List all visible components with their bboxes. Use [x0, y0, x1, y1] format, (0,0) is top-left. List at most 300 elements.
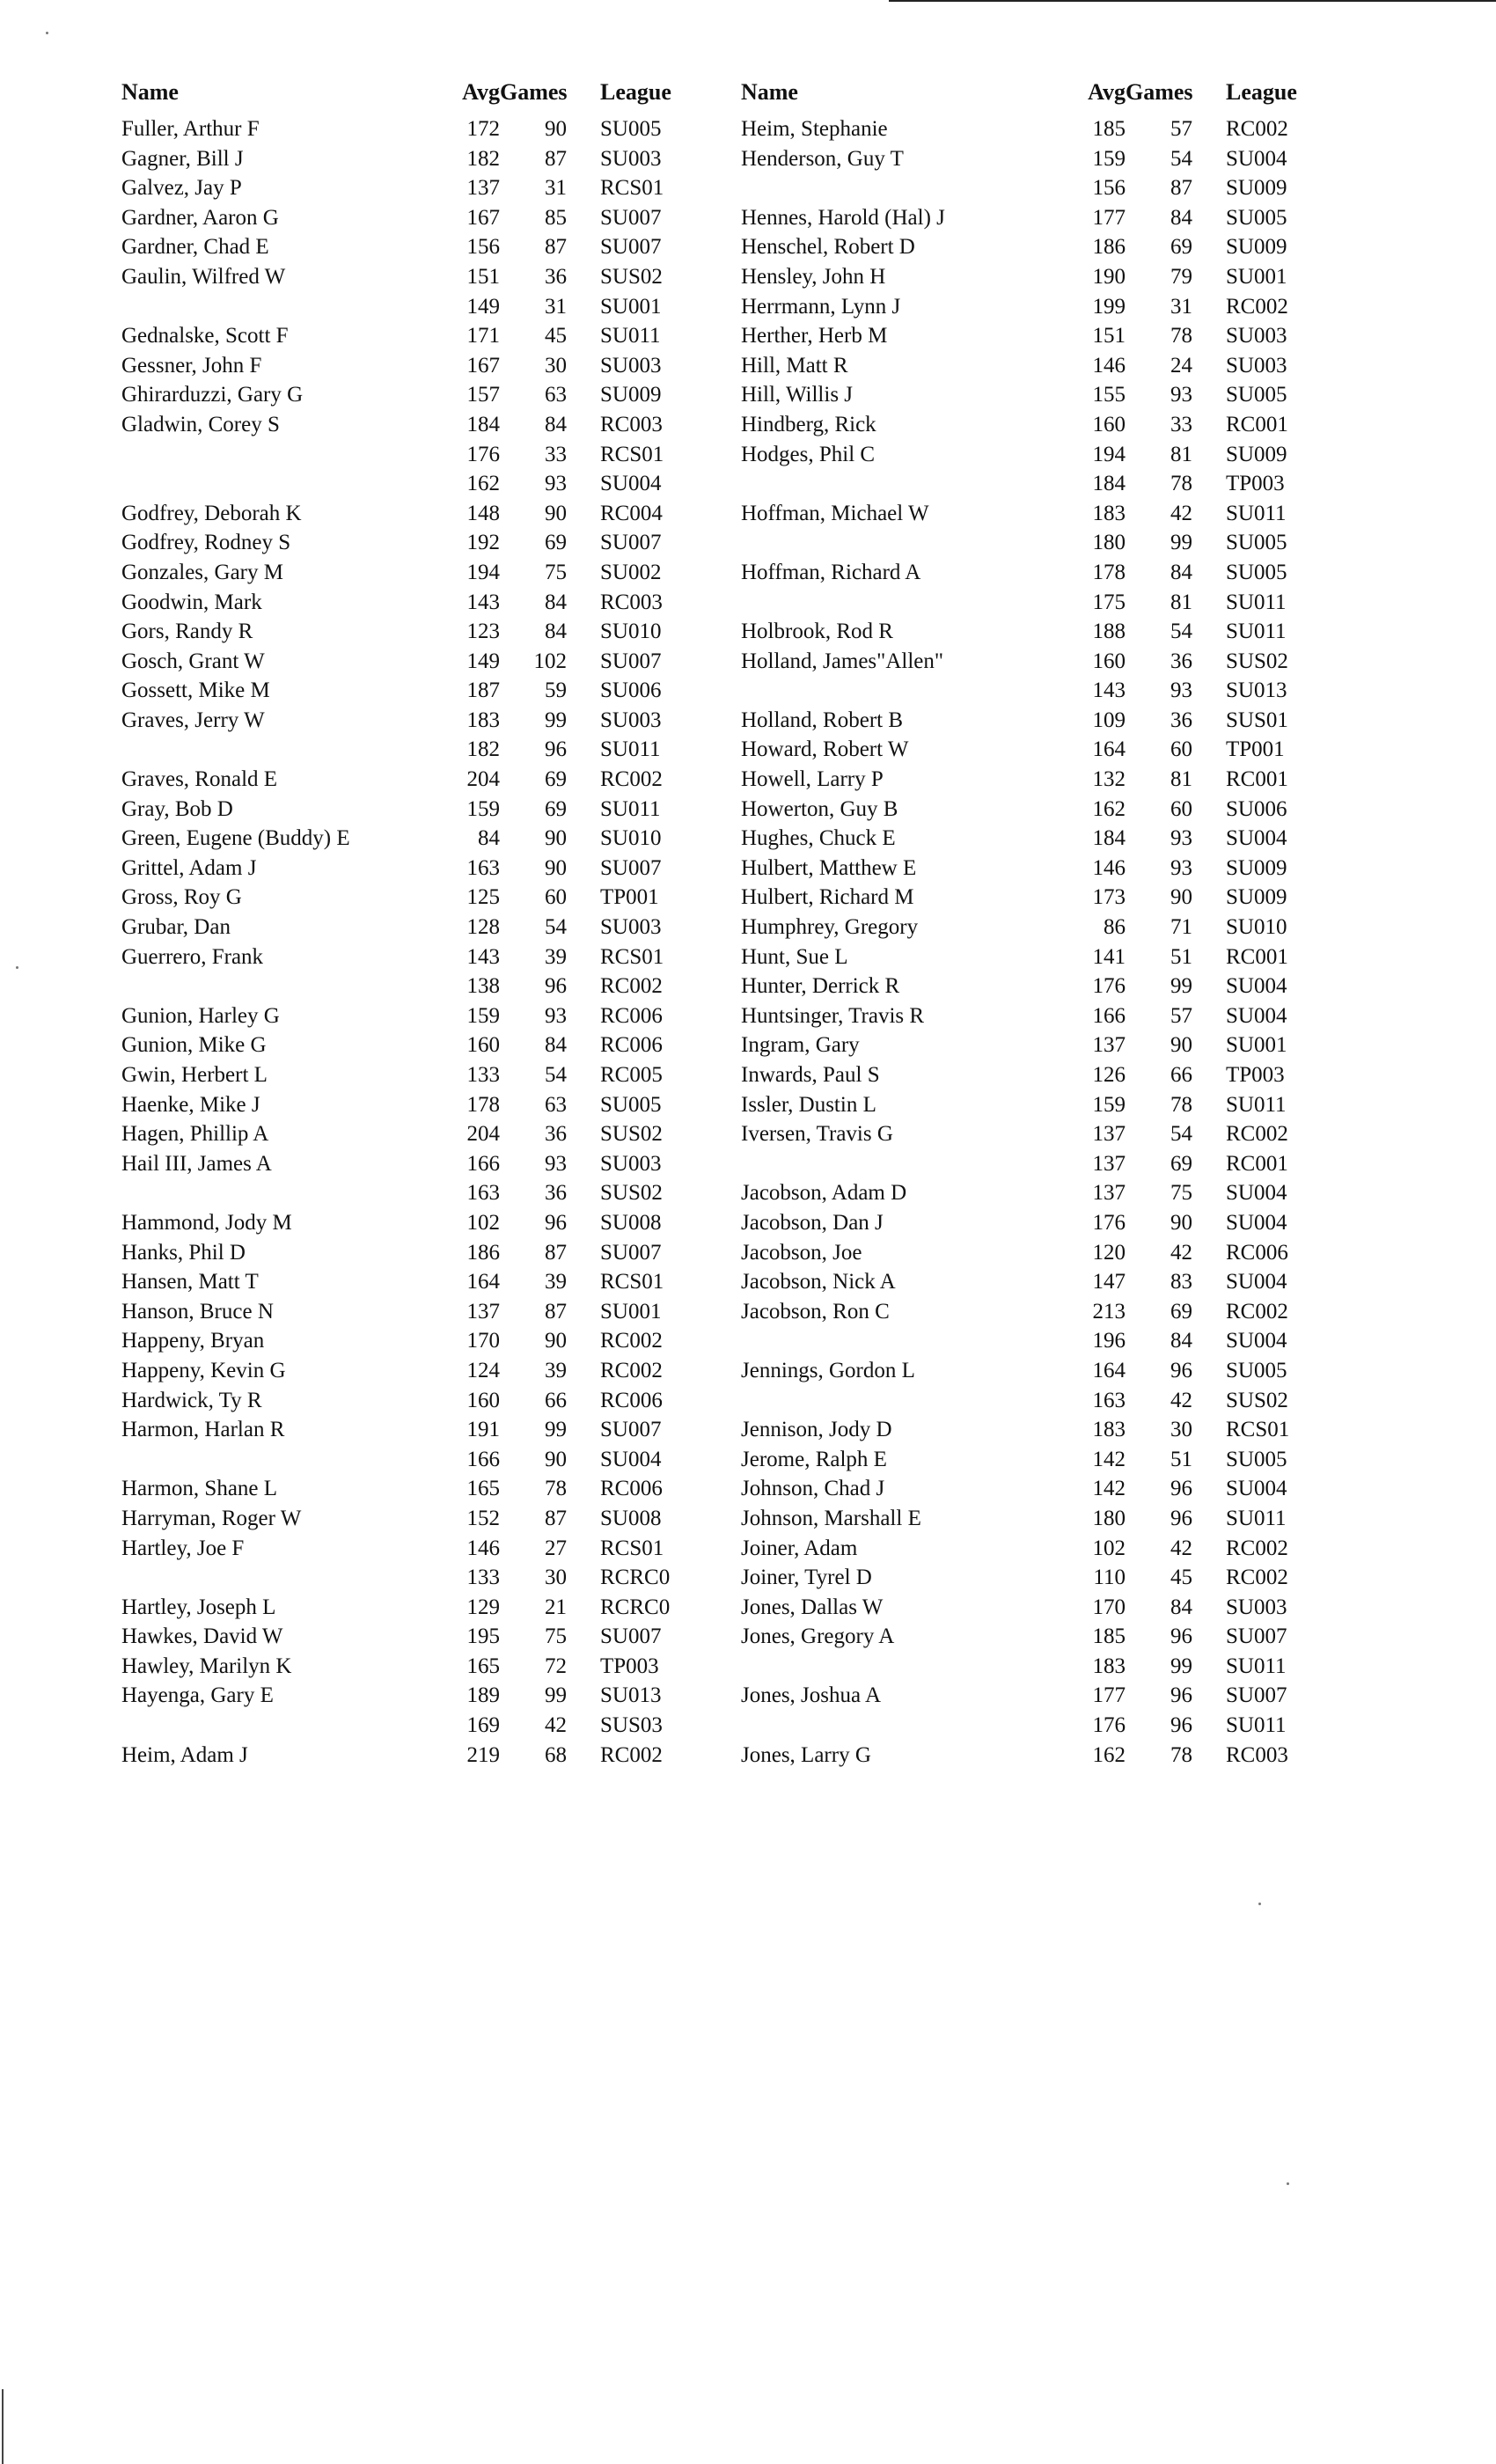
- row-name: Herther, Herb M: [741, 324, 888, 348]
- row-avg: 137: [1092, 1181, 1126, 1206]
- row-avg: 152: [466, 1506, 500, 1530]
- row-games: 51: [1170, 944, 1192, 969]
- row-games: 30: [1170, 1418, 1192, 1442]
- table-row: [121, 1741, 702, 1771]
- row-name: Jones, Joshua A: [741, 1683, 882, 1708]
- row-league: SU003: [600, 915, 662, 940]
- table-row: [741, 1593, 1322, 1623]
- row-avg: 186: [1092, 235, 1126, 260]
- row-avg: 132: [1092, 767, 1126, 792]
- row-avg: 167: [466, 353, 500, 378]
- row-name: Gednalske, Scott F: [121, 324, 289, 348]
- row-avg: 165: [466, 1654, 500, 1678]
- table-row: [121, 144, 702, 174]
- row-name: Heim, Stephanie: [741, 117, 888, 141]
- row-name: Gossett, Mike M: [121, 678, 270, 703]
- row-league: RC006: [1226, 1240, 1288, 1265]
- row-games: 30: [545, 1566, 567, 1590]
- table-header: [741, 70, 1322, 114]
- row-avg: 149: [466, 294, 500, 319]
- row-avg: 187: [466, 678, 500, 703]
- row-league: RC002: [1226, 1122, 1288, 1147]
- row-games: 96: [1170, 1506, 1192, 1530]
- row-games: 96: [1170, 1358, 1192, 1382]
- row-avg: 147: [1092, 1270, 1126, 1294]
- table-row: [121, 440, 702, 470]
- row-avg: 155: [1092, 383, 1126, 407]
- table-row: [741, 321, 1322, 351]
- row-avg: 133: [466, 1566, 500, 1590]
- table-row: [121, 1415, 702, 1445]
- row-name: Galvez, Jay P: [121, 176, 242, 201]
- roster-table-left: [121, 70, 702, 1770]
- row-league: SU001: [1226, 1033, 1287, 1058]
- row-league: RCRC0: [600, 1566, 671, 1590]
- row-name: Hawley, Marilyn K: [121, 1654, 292, 1678]
- table-row: [741, 854, 1322, 884]
- table-body-right: [741, 114, 1322, 1770]
- row-league: SU011: [1226, 590, 1287, 614]
- row-name: Harmon, Shane L: [121, 1477, 278, 1501]
- row-avg: 166: [1092, 1003, 1126, 1028]
- row-avg: 146: [1092, 855, 1126, 880]
- table-row: [121, 292, 702, 322]
- header-games: Games: [500, 79, 568, 105]
- row-avg: 159: [466, 796, 500, 821]
- row-name: Gaulin, Wilfred W: [121, 264, 286, 289]
- row-games: 59: [545, 678, 567, 703]
- row-name: Howerton, Guy B: [741, 796, 898, 821]
- row-games: 36: [545, 1181, 567, 1206]
- row-games: 87: [545, 1506, 567, 1530]
- row-name: Inwards, Paul S: [741, 1063, 880, 1087]
- row-league: TP001: [600, 885, 659, 910]
- table-row: [121, 1326, 702, 1356]
- row-league: SU003: [600, 353, 662, 378]
- row-name: Jones, Larry G: [741, 1742, 871, 1767]
- row-league: SU003: [600, 146, 662, 171]
- row-avg: 162: [1092, 1742, 1126, 1767]
- row-name: Johnson, Marshall E: [741, 1506, 921, 1530]
- row-name: Hulbert, Matthew E: [741, 855, 917, 880]
- row-games: 84: [1170, 1595, 1192, 1619]
- row-games: 93: [1170, 855, 1192, 880]
- row-league: SUS02: [600, 1181, 663, 1206]
- row-name: Gardner, Aaron G: [121, 205, 279, 230]
- row-avg: 159: [466, 1003, 500, 1028]
- table-row: [121, 1474, 702, 1504]
- table-row: [121, 706, 702, 736]
- row-league: SU010: [600, 620, 662, 644]
- table-row: [121, 1001, 702, 1031]
- row-games: 42: [1170, 501, 1192, 525]
- row-league: SU013: [600, 1683, 662, 1708]
- table-row: [121, 588, 702, 618]
- row-avg: 143: [466, 944, 500, 969]
- row-league: SU004: [600, 472, 662, 496]
- table-row: [741, 528, 1322, 558]
- row-avg: 143: [1092, 678, 1126, 703]
- row-avg: 180: [1092, 531, 1126, 555]
- row-avg: 176: [1092, 1210, 1126, 1235]
- row-league: SU007: [600, 205, 662, 230]
- row-avg: 165: [466, 1477, 500, 1501]
- row-games: 90: [1170, 1033, 1192, 1058]
- row-name: Graves, Jerry W: [121, 708, 265, 732]
- table-row: [741, 1178, 1322, 1208]
- row-avg: 164: [1092, 1358, 1126, 1382]
- row-avg: 183: [1092, 1654, 1126, 1678]
- table-row: [121, 1652, 702, 1682]
- row-games: 84: [1170, 1329, 1192, 1353]
- row-name: Hill, Matt R: [741, 353, 848, 378]
- row-avg: 176: [466, 442, 500, 466]
- row-avg: 182: [466, 737, 500, 762]
- table-row: [121, 1297, 702, 1327]
- row-league: SU007: [600, 649, 662, 673]
- row-league: SU001: [600, 1299, 662, 1324]
- row-games: 93: [1170, 383, 1192, 407]
- header-league: League: [600, 79, 671, 105]
- table-row: [741, 676, 1322, 706]
- row-league: SU005: [600, 1092, 662, 1117]
- row-name: Hartley, Joe F: [121, 1536, 245, 1560]
- row-name: Hansen, Matt T: [121, 1270, 259, 1294]
- row-games: 69: [1170, 1299, 1192, 1324]
- table-row: [741, 824, 1322, 854]
- row-games: 36: [545, 1122, 567, 1147]
- row-name: Issler, Dustin L: [741, 1092, 876, 1117]
- row-avg: 156: [1092, 176, 1126, 201]
- row-league: RC006: [600, 1388, 663, 1412]
- row-avg: 194: [466, 560, 500, 584]
- row-games: 78: [1170, 1742, 1192, 1767]
- row-avg: 192: [466, 531, 500, 555]
- row-league: TP001: [1226, 737, 1285, 762]
- row-avg: 159: [1092, 1092, 1126, 1117]
- row-games: 90: [545, 1329, 567, 1353]
- row-avg: 163: [1092, 1388, 1126, 1412]
- row-league: RC003: [600, 412, 663, 436]
- row-avg: 213: [1092, 1299, 1126, 1324]
- row-name: Goodwin, Mark: [121, 590, 262, 614]
- table-row: [121, 499, 702, 529]
- row-games: 99: [545, 708, 567, 732]
- table-row: [741, 1474, 1322, 1504]
- row-league: RC002: [600, 974, 663, 999]
- row-avg: 189: [466, 1683, 500, 1708]
- row-games: 63: [545, 1092, 567, 1117]
- row-games: 31: [545, 176, 567, 201]
- row-name: Hail III, James A: [121, 1151, 272, 1176]
- table-row: [741, 913, 1322, 942]
- table-row: [741, 1149, 1322, 1179]
- table-row: [121, 795, 702, 825]
- row-games: 96: [545, 1210, 567, 1235]
- row-avg: 128: [466, 915, 500, 940]
- header-games: Games: [1126, 79, 1193, 105]
- row-games: 90: [545, 501, 567, 525]
- row-name: Jacobson, Dan J: [741, 1210, 884, 1235]
- row-league: SU004: [1226, 1181, 1287, 1206]
- row-games: 85: [545, 205, 567, 230]
- row-games: 57: [1170, 1003, 1192, 1028]
- row-avg: 183: [1092, 1418, 1126, 1442]
- row-avg: 137: [1092, 1033, 1126, 1058]
- row-games: 33: [1170, 412, 1192, 436]
- row-league: SU005: [1226, 1358, 1287, 1382]
- row-games: 84: [545, 412, 567, 436]
- row-name: Gonzales, Gary M: [121, 560, 283, 584]
- row-league: RC002: [600, 1742, 663, 1767]
- row-name: Hindberg, Rick: [741, 412, 876, 436]
- row-games: 90: [545, 826, 567, 851]
- row-league: SU005: [1226, 560, 1287, 584]
- row-games: 75: [1170, 1181, 1192, 1206]
- row-league: RC001: [1226, 412, 1288, 436]
- row-games: 93: [545, 1003, 567, 1028]
- table-row: [741, 1504, 1322, 1534]
- row-games: 31: [545, 294, 567, 319]
- row-league: RC003: [600, 590, 663, 614]
- row-avg: 163: [466, 855, 500, 880]
- table-row: [741, 1534, 1322, 1564]
- row-games: 57: [1170, 117, 1192, 141]
- row-games: 87: [545, 1240, 567, 1265]
- row-league: RCS01: [1226, 1418, 1290, 1442]
- row-avg: 126: [1092, 1063, 1126, 1087]
- row-name: Holbrook, Rod R: [741, 620, 893, 644]
- row-name: Jacobson, Joe: [741, 1240, 862, 1265]
- table-row: [741, 883, 1322, 913]
- table-row: [121, 351, 702, 381]
- table-row: [121, 854, 702, 884]
- row-name: Jones, Gregory A: [741, 1624, 895, 1649]
- table-row: [121, 1681, 702, 1711]
- row-league: SU003: [1226, 324, 1287, 348]
- row-league: RC002: [600, 1329, 663, 1353]
- row-name: Hodges, Phil C: [741, 442, 876, 466]
- row-avg: 164: [1092, 737, 1126, 762]
- table-row: [741, 380, 1322, 410]
- row-league: SU004: [1226, 1003, 1287, 1028]
- row-games: 83: [1170, 1270, 1192, 1294]
- row-avg: 182: [466, 146, 500, 171]
- row-avg: 162: [466, 472, 500, 496]
- row-games: 81: [1170, 767, 1192, 792]
- row-league: SU004: [1226, 826, 1287, 851]
- row-games: 78: [1170, 472, 1192, 496]
- scan-speck: [46, 32, 48, 34]
- table-row: [741, 1208, 1322, 1238]
- row-games: 66: [1170, 1063, 1192, 1087]
- row-avg: 151: [466, 264, 500, 289]
- row-name: Hardwick, Ty R: [121, 1388, 262, 1412]
- table-row: [121, 380, 702, 410]
- row-league: SU003: [600, 1151, 662, 1176]
- table-row: [741, 765, 1322, 795]
- row-games: 42: [1170, 1240, 1192, 1265]
- row-games: 36: [1170, 708, 1192, 732]
- row-games: 96: [1170, 1683, 1192, 1708]
- row-name: Fuller, Arthur F: [121, 117, 260, 141]
- table-row: [121, 203, 702, 233]
- row-games: 93: [1170, 678, 1192, 703]
- table-row: [121, 558, 702, 588]
- row-league: SUS02: [1226, 649, 1288, 673]
- row-games: 60: [1170, 737, 1192, 762]
- row-games: 99: [545, 1683, 567, 1708]
- row-league: RCS01: [600, 176, 664, 201]
- row-name: Godfrey, Rodney S: [121, 531, 291, 555]
- row-league: RC002: [1226, 117, 1288, 141]
- row-games: 72: [545, 1654, 567, 1678]
- table-row: [741, 232, 1322, 262]
- row-games: 69: [545, 796, 567, 821]
- row-avg: 190: [1092, 264, 1126, 289]
- row-name: Gors, Randy R: [121, 620, 253, 644]
- row-avg: 191: [466, 1418, 500, 1442]
- table-row: [741, 1415, 1322, 1445]
- row-name: Jacobson, Nick A: [741, 1270, 896, 1294]
- table-row: [121, 232, 702, 262]
- row-games: 78: [1170, 1092, 1192, 1117]
- header-avg: Avg: [462, 79, 500, 105]
- row-league: RC006: [600, 1003, 663, 1028]
- table-row: [741, 1741, 1322, 1771]
- row-games: 45: [545, 324, 567, 348]
- table-row: [741, 262, 1322, 292]
- row-games: 93: [545, 472, 567, 496]
- row-games: 21: [545, 1595, 567, 1619]
- row-games: 75: [545, 560, 567, 584]
- row-league: SU013: [1226, 678, 1287, 703]
- row-avg: 162: [1092, 796, 1126, 821]
- table-row: [121, 1593, 702, 1623]
- row-avg: 176: [1092, 1713, 1126, 1738]
- row-avg: 84: [478, 826, 500, 851]
- row-games: 54: [545, 1063, 567, 1087]
- row-avg: 146: [466, 1536, 500, 1560]
- row-name: Henschel, Robert D: [741, 235, 915, 260]
- table-row: [741, 558, 1322, 588]
- row-name: Gessner, John F: [121, 353, 262, 378]
- row-name: Hensley, John H: [741, 264, 886, 289]
- table-row: [121, 410, 702, 440]
- row-league: SU004: [1226, 1210, 1287, 1235]
- scan-top-rule: [889, 0, 1496, 2]
- table-row: [741, 972, 1322, 1001]
- row-games: 90: [1170, 885, 1192, 910]
- table-row: [741, 647, 1322, 677]
- row-name: Green, Eugene (Buddy) E: [121, 826, 350, 851]
- row-games: 96: [545, 737, 567, 762]
- row-avg: 123: [466, 620, 500, 644]
- row-league: SU011: [1226, 1506, 1287, 1530]
- row-avg: 166: [466, 1151, 500, 1176]
- row-avg: 184: [466, 412, 500, 436]
- row-league: RC004: [600, 501, 663, 525]
- row-league: SU004: [1226, 1477, 1287, 1501]
- row-avg: 185: [1092, 117, 1126, 141]
- table-row: [121, 1090, 702, 1120]
- row-games: 69: [1170, 235, 1192, 260]
- table-row: [121, 1238, 702, 1268]
- table-row: [741, 735, 1322, 765]
- row-avg: 173: [1092, 885, 1126, 910]
- row-avg: 177: [1092, 205, 1126, 230]
- row-league: SU010: [600, 826, 662, 851]
- table-row: [121, 114, 702, 144]
- row-league: RC003: [1226, 1742, 1288, 1767]
- row-league: RC001: [1226, 767, 1288, 792]
- row-league: SU003: [600, 708, 662, 732]
- table-row: [741, 1267, 1322, 1297]
- row-name: Howell, Larry P: [741, 767, 884, 792]
- row-name: Jennison, Jody D: [741, 1418, 892, 1442]
- row-games: 30: [545, 353, 567, 378]
- row-avg: 184: [1092, 472, 1126, 496]
- row-games: 66: [545, 1388, 567, 1412]
- table-row: [741, 144, 1322, 174]
- row-avg: 137: [1092, 1151, 1126, 1176]
- row-name: Happeny, Kevin G: [121, 1358, 286, 1382]
- row-avg: 102: [466, 1210, 500, 1235]
- row-name: Hagen, Phillip A: [121, 1122, 269, 1147]
- row-games: 54: [1170, 1122, 1192, 1147]
- row-name: Gardner, Chad E: [121, 235, 269, 260]
- row-avg: 142: [1092, 1447, 1126, 1471]
- row-league: RC002: [1226, 1566, 1288, 1590]
- table-row: [121, 913, 702, 942]
- row-avg: 141: [1092, 944, 1126, 969]
- table-row: [121, 676, 702, 706]
- header-name: Name: [741, 79, 798, 105]
- row-league: SU007: [1226, 1624, 1287, 1649]
- row-name: Humphrey, Gregory: [741, 915, 919, 940]
- row-avg: 186: [466, 1240, 500, 1265]
- row-games: 99: [1170, 531, 1192, 555]
- row-avg: 177: [1092, 1683, 1126, 1708]
- row-games: 31: [1170, 294, 1192, 319]
- row-name: Guerrero, Frank: [121, 944, 264, 969]
- row-avg: 156: [466, 235, 500, 260]
- table-row: [741, 1090, 1322, 1120]
- row-name: Jacobson, Ron C: [741, 1299, 890, 1324]
- table-row: [121, 1534, 702, 1564]
- row-league: RC001: [1226, 1151, 1288, 1176]
- row-games: 68: [545, 1742, 567, 1767]
- row-games: 71: [1170, 915, 1192, 940]
- row-name: Hawkes, David W: [121, 1624, 283, 1649]
- table-row: [121, 1208, 702, 1238]
- row-name: Iversen, Travis G: [741, 1122, 893, 1147]
- table-row: [741, 173, 1322, 203]
- row-name: Gray, Bob D: [121, 796, 233, 821]
- row-name: Huntsinger, Travis R: [741, 1003, 925, 1028]
- row-league: RC002: [1226, 1299, 1288, 1324]
- table-row: [121, 469, 702, 499]
- row-league: RC002: [600, 767, 663, 792]
- table-row: [121, 647, 702, 677]
- row-avg: 160: [466, 1033, 500, 1058]
- table-row: [741, 1326, 1322, 1356]
- row-games: 93: [1170, 826, 1192, 851]
- row-games: 87: [545, 146, 567, 171]
- row-games: 81: [1170, 590, 1192, 614]
- row-name: Hughes, Chuck E: [741, 826, 896, 851]
- table-row: [121, 824, 702, 854]
